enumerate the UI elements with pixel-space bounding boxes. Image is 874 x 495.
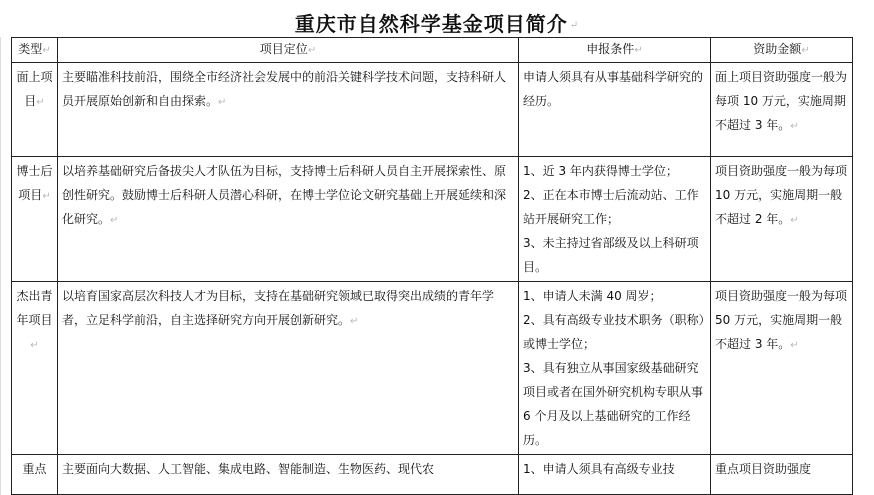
cell-type: 重点 [12, 455, 58, 495]
table-row [12, 282, 853, 455]
cell-position: 主要面向大数据、人工智能、集成电路、智能制造、生物医药、现代农 [58, 455, 519, 495]
cell-funding: 重点项目资助强度 [711, 455, 853, 495]
condition-line: 2、正在本市博士后流动站、工作站开展研究工作； [523, 188, 699, 226]
cell-conditions [519, 63, 711, 157]
cell-type: 博士后项目↵ [12, 157, 58, 282]
cell-position: 以培养基础研究后备拔尖人才队伍为目标，支持博士后科研人员自主开展探索性、原创性研究。鼓励博士后科研人员潜心科研，在博士学位论文研究基础上开展延续和深化研究。↵ [58, 157, 519, 282]
paragraph-mark-icon: ↵ [569, 20, 580, 31]
condition-line: 申请人须具有从事基础科学研究的经历。 [523, 70, 704, 108]
project-table [11, 37, 853, 495]
cell-position: 主要瞄准科技前沿，围绕全市经济社会发展中的前沿关键科学技术问题，支持科研人员开展原始创新和自由探索。↵ [58, 63, 519, 157]
condition-line: 3、未主持过省部级及以上科研项目。 [523, 236, 699, 274]
condition-line: 1、申请人须具有高级专业技 [523, 462, 675, 476]
cell-type: 面上项目↵ [12, 63, 58, 157]
cell-funding: 项目资助强度一般为每项 10 万元，实施周期一般不超过 2 年。↵ [711, 157, 853, 282]
cell-funding: 面上项目资助强度一般为每项 10 万元，实施周期不超过 3 年。↵ [711, 63, 853, 157]
header-conditions: 申报条件↵ [519, 38, 711, 63]
cell-type: 杰出青年项目↵ [12, 282, 58, 455]
page-title: 重庆市自然科学基金项目简介 ↵ [294, 12, 580, 36]
table-row [12, 63, 853, 157]
table-row [12, 455, 853, 495]
condition-line: 1、申请人未满 40 周岁； [523, 289, 662, 303]
cell-position: 以培育国家高层次科技人才为目标，支持在基础研究领域已取得突出成绩的青年学者，立足科学前沿，自主选择研究方向开展创新研究。↵ [58, 282, 519, 455]
margin-guide [0, 37, 7, 495]
table-row [12, 157, 853, 282]
condition-line: 2、具有高级专业技术职务（职称）或博士学位； [523, 313, 705, 351]
condition-line: 3、具有独立从事国家级基础研究项目或者在国外研究机构专职从事 6 个月及以上基础研究的工作经历。 [523, 361, 704, 447]
condition-line: 1、近 3 年内获得博士学位； [523, 164, 678, 178]
header-type: 类型↵ [12, 38, 58, 63]
cell-conditions [519, 157, 711, 282]
table-header-row [12, 38, 853, 63]
cell-conditions [519, 282, 711, 455]
cell-funding: 项目资助强度一般为每项 50 万元，实施周期一般不超过 3 年。↵ [711, 282, 853, 455]
header-position: 项目定位↵ [58, 38, 519, 63]
cell-conditions [519, 455, 711, 495]
header-funding: 资助金额↵ [711, 38, 853, 63]
